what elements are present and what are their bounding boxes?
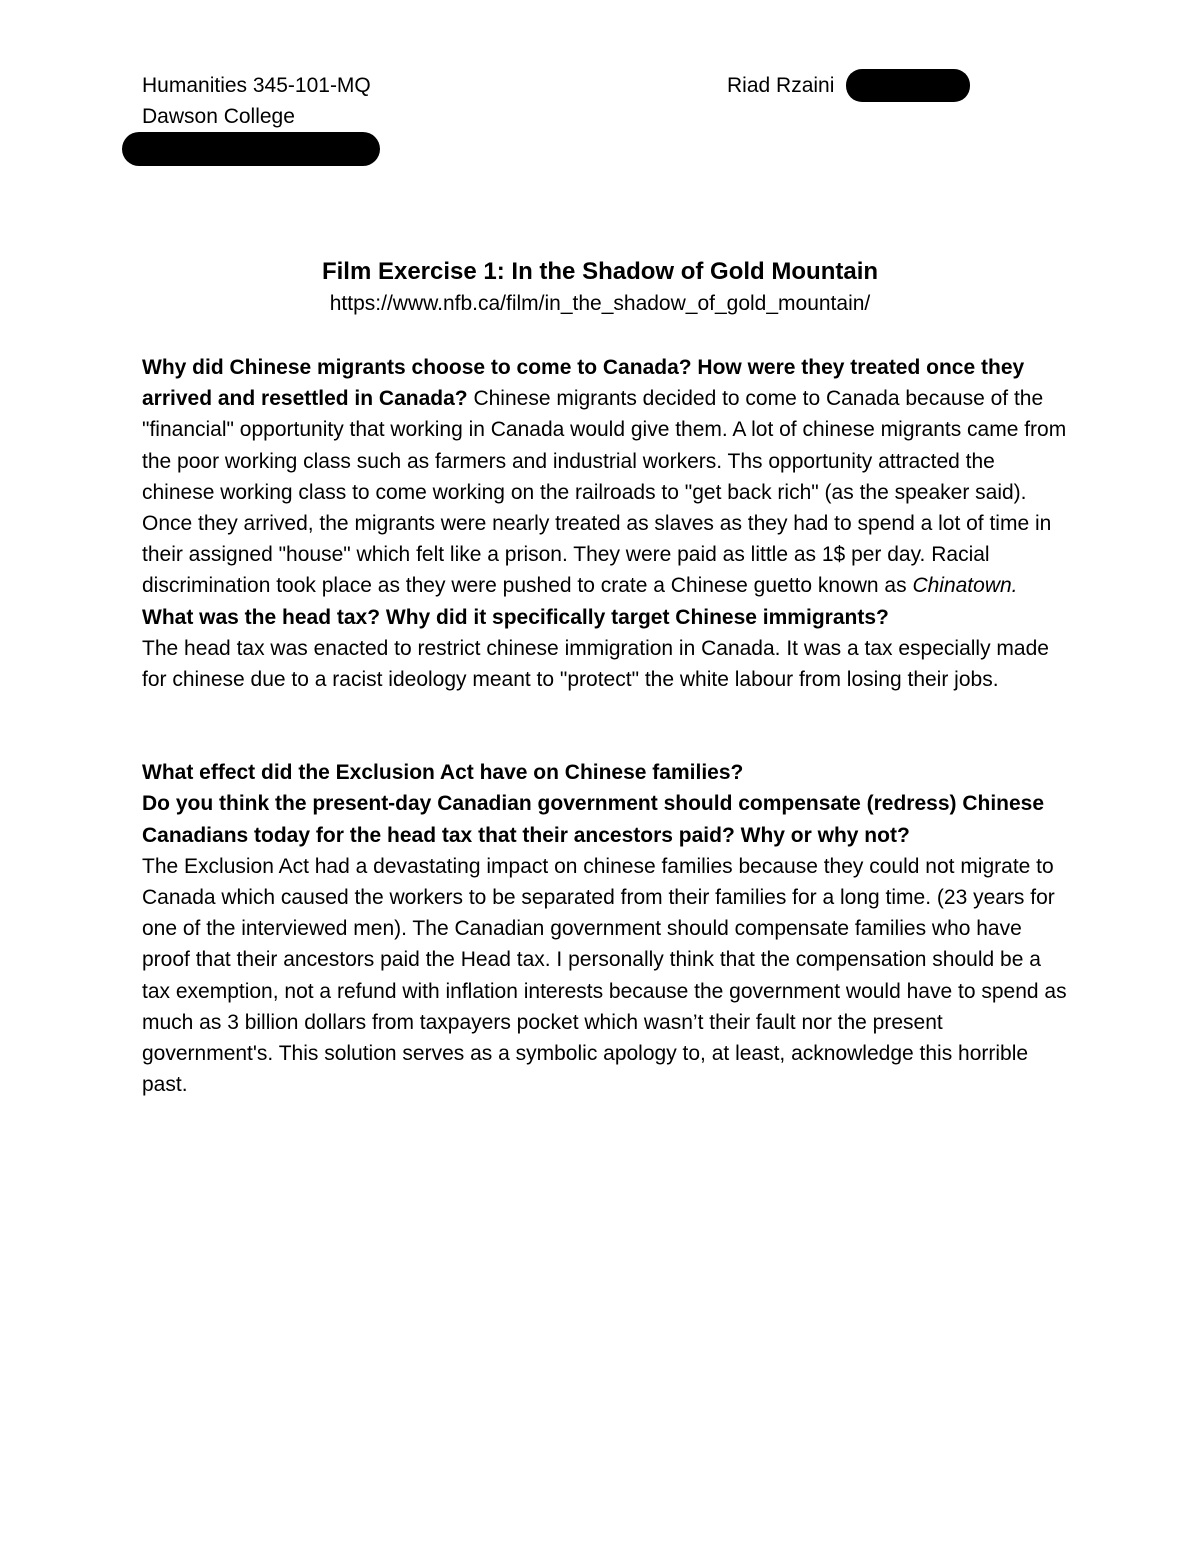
document-body: [142, 352, 1072, 1100]
header-left: [142, 70, 371, 132]
answer-3: The Exclusion Act had a devastating impact on chinese families because they could not migrate to Canada which caused the workers to be separated from their families for a long time. (23 years for one of the interviewed men). The Canadian government should compensate families who have proof that their ancestors paid the Head tax. I personally think that the compensation should be a tax exemption, not a refund with inflation interests because the government would have to spend as much as 3 billion dollars from taxpayers pocket which wasn’t their fault nor the present government's. This solution serves as a symbolic apology to, at least, acknowledge this horrible past.: [142, 854, 1067, 1097]
section-1-paragraph: [142, 352, 1072, 602]
answer-1: Chinese migrants decided to come to Canada because of the "financial" opportunity that working in Canada would give them. A lot of chinese migrants came from the poor working class such as farmers and industrial workers. Ths opportunity attracted the chinese working class to come working on the railroads to "get back rich" (as the speaker said). Once they arrived, the migrants were nearly treated as slaves as they had to spend a lot of time in their assigned "house" which felt like a prison. They were paid as little as 1$ per day. Racial discrimination took place as they were pushed to crate a Chinese guetto known as: [142, 387, 1067, 598]
answer-1-emphasis: Chinatown.: [912, 574, 1018, 598]
question-1: Why did Chinese migrants choose to come to Canada? How were they treated once they arrived and resettled in Canada?: [142, 356, 1025, 411]
blank-space: [142, 695, 1072, 757]
college-name: Dawson College: [142, 105, 295, 128]
title-block: [0, 256, 1200, 320]
redaction-mark-id: [122, 132, 380, 166]
student-name: Riad Rzaini: [727, 74, 835, 97]
answer-2: The head tax was enacted to restrict chinese immigration in Canada. It was a tax especially made for chinese due to a racist ideology meant to "protect" the white labour from losing their jobs.: [142, 636, 1049, 692]
course-code: Humanities 345-101-MQ: [142, 74, 371, 97]
question-3b: Do you think the present-day Canadian government should compensate (redress) Chinese Canadians today for the head tax that their ancestors paid? Why or why not?: [142, 792, 1045, 847]
document-title: Film Exercise 1: In the Shadow of Gold Mountain: [321, 258, 879, 285]
header-right: [727, 70, 834, 101]
question-2: What was the head tax? Why did it specifically target Chinese immigrants?: [142, 605, 889, 629]
film-url: https://www.nfb.ca/film/in_the_shadow_of_gold_mountain/: [329, 292, 871, 315]
question-3a: What effect did the Exclusion Act have on Chinese families?: [142, 761, 744, 785]
redaction-mark-name: [846, 69, 970, 102]
